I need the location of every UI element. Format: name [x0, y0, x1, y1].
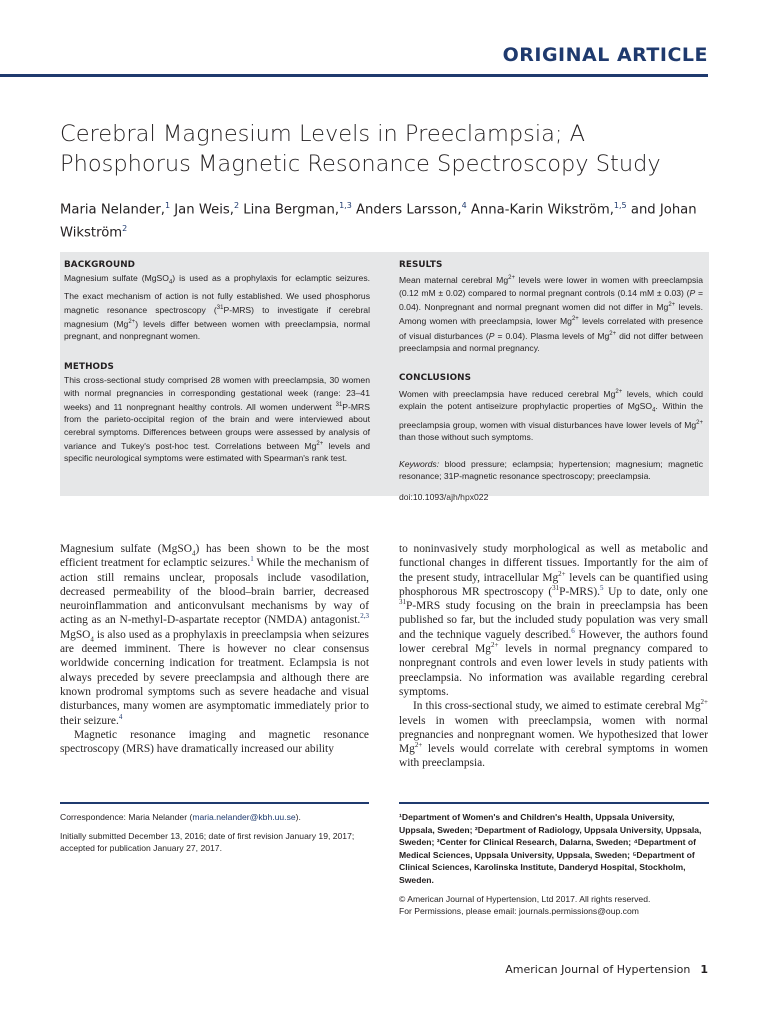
submission-dates: Initially submitted December 13, 2016; date of first revision January 19, 2017; accepted for publication January 27, 2017.	[60, 830, 355, 854]
abstract-methods-text: This cross-sectional study comprised 28 women with preeclampsia, 30 women with normal pregnancies in corresponding gestational week (range: 23–41 weeks) and 11 nonpregnant healthy controls. All women underwent $^{31}$P-MRS from the parieto-occipital region of the brain and were interviewed about cerebral symptoms. Differences between groups were assessed by analysis of variance and Tukey's post-hoc test. Correlations between $Mg^{2+}$ levels and specific neurological symptoms were estimated with Spearman's rank test.	[64, 375, 370, 464]
body-paragraph: to noninvasively study morphological as well as metabolic and functional changes in different tissues. Importantly for the aim of the present study, intracellular $Mg^{2+}$ levels can be quantified using phosphorous MR spectroscopy ($^{31}$P-MRS).$^5$ Up to date, only one $^{31}$P-MRS study focusing on the brain in preeclampsia has been published so far, but the included study population was very small and the technique vaguely described.$^6$ However, the authors found lower cerebral $Mg^{2+}$ levels in normal pregnancy compared to nonpregnant controls and even lower levels in study patients with preeclampsia. No information was available regarding cerebral symptoms.	[399, 543, 708, 698]
author-affiliation[interactable]: 2	[233, 201, 240, 210]
author-name: Jan Weis,	[174, 202, 234, 218]
body-paragraph: Magnesium sulfate (MgSO$_4$) has been shown to be the most efficient treatment for eclamptic seizures.$^1$ While the mechanism of action still remains unclear, proposals include vasodilation, decreased permeability of the blood–brain barrier, decreased neuroinflammation and anticonvulsant mechanisms by way of acting as an N-methyl-D-aspartate receptor (NMDA) antagonist.$^{2,3}$ MgSO$_4$ is also used as a prophylaxis in preeclampsia when seizures are deemed imminent. There is however no clear consensus worldwide concerning indication for treatment. Eclampsia is not always preceded by severe preeclampsia and although there are known prodromal symptoms such as severe headache and visual disturbances, many women are asymptomatic immediately prior to their seizure.$^4$	[60, 543, 369, 727]
copyright-text: © American Journal of Hypertension, Ltd 2017. All rights reserved.	[399, 893, 651, 904]
author-name: Anders Larsson,	[356, 202, 462, 218]
footnote-rule-right	[399, 802, 709, 804]
journal-name: American Journal of Hypertension	[505, 963, 691, 976]
body-left-column	[60, 542, 369, 756]
author-affiliation[interactable]: 1	[165, 201, 171, 210]
abstract-conclusions-heading: CONCLUSIONS	[399, 373, 472, 384]
footnote-rule-left	[60, 802, 369, 804]
article-type-label: ORIGINAL ARTICLE	[502, 44, 708, 66]
abstract-results-heading: RESULTS	[399, 260, 443, 270]
affiliations-block	[399, 811, 709, 918]
correspondence-line: Correspondence: Maria Nelander (maria.nelander@kbh.uu.se).	[60, 812, 301, 822]
abstract-results-text: Mean maternal cerebral $Mg^{2+}$ levels were lower in women with preeclampsia (0.12 mM ± 0.02) compared to normal pregnant controls (0.14 mM ± 0.03) (P = 0.04). Nonpregnant and normal pregnant women did not differ in $Mg^{2+}$ levels. Among women with preeclampsia, lower $Mg^{2+}$ levels correlated with presence of visual disturbances (P = 0.04). Plasma levels of $Mg^{2+}$ did not differ between preeclampsia and normal pregnancy.	[399, 275, 703, 353]
author-name: and Johan Wikström	[60, 202, 697, 241]
author-affiliation[interactable]: 4	[461, 201, 467, 210]
affiliations-text: ¹Department of Women's and Children's Health, Uppsala University, Uppsala, Sweden; ²Department of Radiology, Uppsala University, Uppsala, Sweden; ³Center for Clinical Research, Dalarna, Sweden; ⁴Department of Medical Sciences, Uppsala University, Uppsala, Sweden; ⁵Department of Clinical Sciences, Karolinska Institute, Danderyd Hospital, Stockholm, Sweden.	[399, 812, 702, 885]
correspondence-block	[60, 811, 369, 861]
abstract-methods-heading: METHODS	[64, 361, 114, 372]
abstract-background-text: Magnesium sulfate (MgSO$_4$) is used as a prophylaxis for eclamptic seizures. The exact mechanism of action is not fully established. We used phosphorus magnetic resonance spectroscopy ($^{31}$P-MRS) to investigate if cerebral magnesium $(Mg^{2+})$ levels differ between women with preeclampsia, normal pregnant, and nonpregnant women.	[64, 273, 371, 342]
body-right-column	[399, 542, 708, 771]
author-list	[60, 196, 720, 243]
author-affiliation[interactable]: 1,3	[339, 201, 352, 210]
page-number: 1	[700, 963, 708, 976]
article-title: Cerebral Magnesium Levels in Preeclampsia; A Phosphorus Magnetic Resonance Spectroscopy Study	[60, 121, 661, 177]
abstract-right-column	[399, 259, 703, 503]
abstract-conclusions-text: Women with preeclampsia have reduced cerebral $Mg^{2+}$ levels, which could explain the potent antiseizure prophylactic properties of MgSO$_4$. Within the preeclampsia group, women with visual disturbances have lower levels of $Mg^{2+}$ than those without such symptoms.	[399, 388, 703, 443]
correspondence-email-link[interactable]: maria.nelander@kbh.uu.se	[192, 812, 296, 822]
abstract-left-column	[64, 259, 370, 465]
journal-footer	[505, 963, 708, 976]
abstract-keywords	[399, 458, 703, 483]
author-affiliation[interactable]: 1,5	[613, 201, 627, 210]
keywords-label: Keywords:	[399, 458, 440, 469]
header-rule	[0, 74, 708, 77]
abstract-background-heading: BACKGROUND	[64, 260, 136, 270]
author-name: Anna-Karin Wikström,	[470, 202, 614, 218]
body-paragraph: In this cross-sectional study, we aimed to estimate cerebral $Mg^{2+}$ levels in women with preeclampsia, women with normal pregnancies and nonpregnant women. We hypothesized that lower $Mg^{2+}$ levels would correlate with cerebral symptoms in women with preeclampsia.	[399, 698, 708, 770]
author-affiliation[interactable]: 2	[122, 224, 128, 234]
body-paragraph: Magnetic resonance imaging and magnetic resonance spectroscopy (MRS) have dramatically increased our ability	[60, 728, 369, 756]
author-name: Lina Bergman,	[243, 202, 340, 218]
keywords-text: blood pressure; eclampsia; hypertension; magnesium; magnetic resonance; 31P-magnetic resonance spectroscopy; preeclampsia.	[399, 458, 704, 482]
author-name: Maria Nelander,	[60, 202, 165, 218]
permissions-text: For Permissions, please email: journals.permissions@oup.com	[399, 906, 639, 917]
abstract-doi[interactable]: doi:10.1093/ajh/hpx022	[399, 491, 489, 502]
